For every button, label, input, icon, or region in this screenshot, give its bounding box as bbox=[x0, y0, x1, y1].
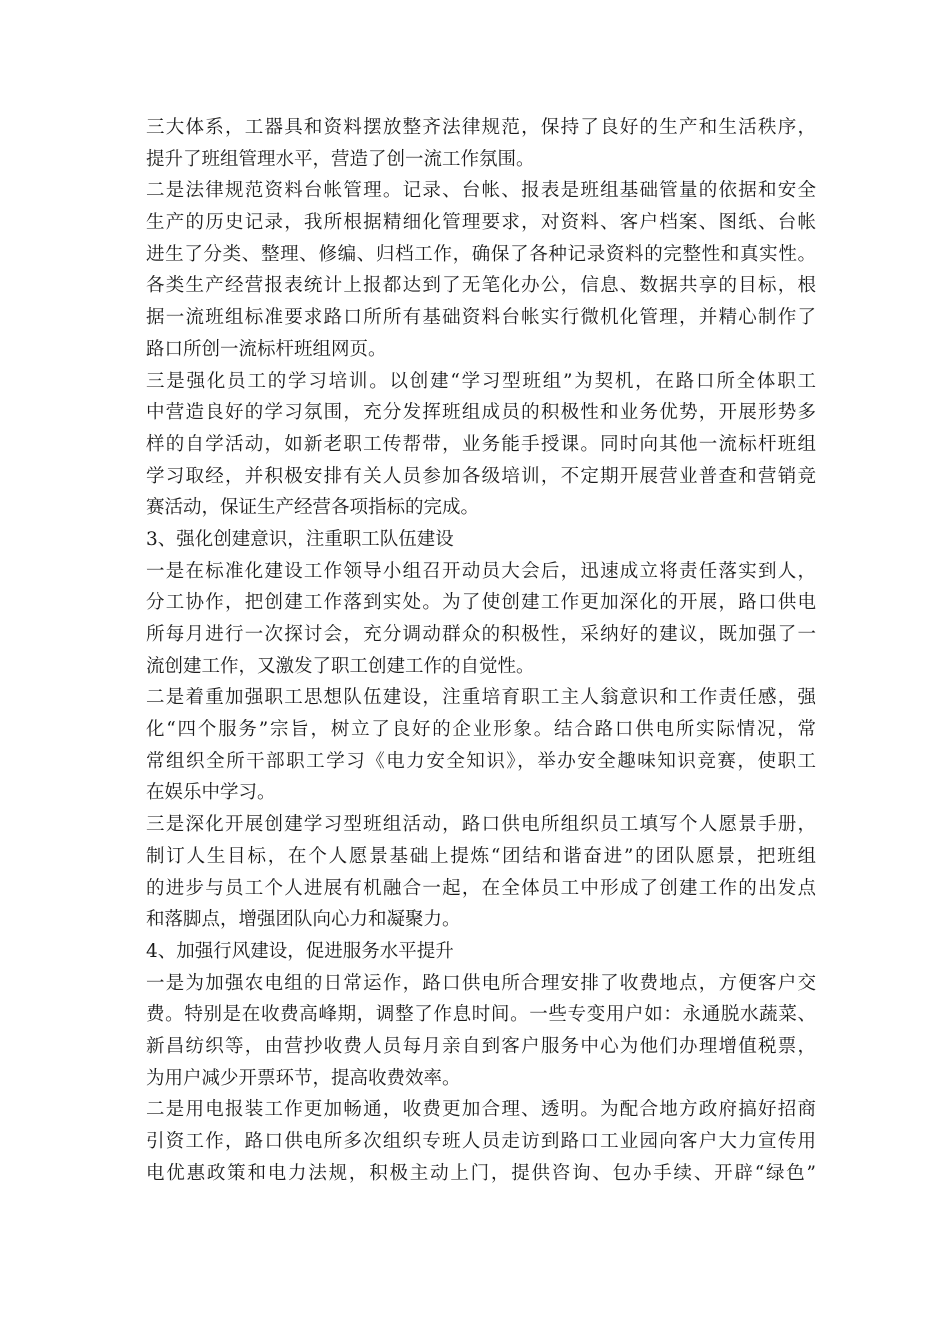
text-line: 为用户减少开票环节，提高收费效率。 bbox=[146, 1067, 461, 1089]
text-line: 制订人生目标，在个人愿景基础上提炼“团结和谐奋进”的团队愿景，把班组 bbox=[146, 845, 816, 867]
text-line: 3、强化创建意识，注重职工队伍建设 bbox=[146, 528, 454, 550]
text-line: 一是为加强农电组的日常运作，路口供电所合理安排了收费地点，方便客户交 bbox=[146, 972, 816, 994]
text-line: 二是着重加强职工思想队伍建设，注重培育职工主人翁意识和工作责任感，强 bbox=[146, 687, 816, 709]
text-line: 据一流班组标准要求路口所所有基础资料台帐实行微机化管理，并精心制作了 bbox=[146, 307, 816, 329]
text-line: 引资工作，路口供电所多次组织专班人员走访到路口工业园向客户大力宣传用 bbox=[146, 1131, 816, 1152]
text-line: 进生了分类、整理、修编、归档工作，确保了各种记录资料的完整性和真实性。 bbox=[146, 243, 816, 265]
text-line: 电优惠政策和电力法规，积极主动上门，提供咨询、包办手续、开辟“绿色” bbox=[146, 1162, 816, 1184]
text-line: 一是在标准化建设工作领导小组召开动员大会后，迅速成立将责任落实到人， bbox=[146, 560, 816, 582]
text-line: 化“四个服务”宗旨，树立了良好的企业形象。结合路口供电所实际情况，常 bbox=[146, 719, 816, 741]
text-line: 三是深化开展创建学习型班组活动，路口供电所组织员工填写个人愿景手册， bbox=[146, 814, 816, 836]
text-line: 在娱乐中学习。 bbox=[146, 782, 276, 804]
text-line: 常组织全所干部职工学习《电力安全知识》，举办安全趣味知识竞赛，使职工 bbox=[146, 750, 816, 772]
text-line: 流创建工作，又激发了职工创建工作的自觉性。 bbox=[146, 655, 535, 677]
text-line: 二是用电报装工作更加畅通，收费更加合理、透明。为配合地方政府搞好招商 bbox=[146, 1099, 816, 1121]
text-line: 和落脚点，增强团队向心力和凝聚力。 bbox=[146, 909, 461, 931]
text-line: 4、加强行风建设，促进服务水平提升 bbox=[146, 940, 454, 962]
text-line: 所每月进行一次探讨会，充分调动群众的积极性，采纳好的建议，既加强了一 bbox=[146, 624, 816, 645]
text-line: 费。特别是在收费高峰期，调整了作息时间。一些专变用户如：永通脱水蔬菜、 bbox=[146, 1004, 816, 1026]
text-line: 分工协作，把创建工作落到实处。为了使创建工作更加深化的开展，路口供电 bbox=[146, 592, 816, 614]
text-line: 路口所创一流标杆班组网页。 bbox=[146, 338, 387, 360]
text-line: 样的自学活动，如新老职工传帮带，业务能手授课。同时向其他一流标杆班组 bbox=[146, 433, 816, 455]
text-line: 二是法律规范资料台帐管理。记录、台帐、报表是班组基础管量的依据和安全 bbox=[146, 180, 816, 202]
text-line: 生产的历史记录，我所根据精细化管理要求，对资料、客户档案、图纸、台帐 bbox=[146, 212, 816, 234]
text-line: 学习取经，并积极安排有关人员参加各级培训，不定期开展营业普查和营销竞 bbox=[146, 465, 816, 487]
text-line: 提升了班组管理水平，营造了创一流工作氛围。 bbox=[146, 148, 535, 170]
text-line: 三大体系，工器具和资料摆放整齐法律规范，保持了良好的生产和生活秩序， bbox=[146, 117, 816, 138]
text-line: 三是强化员工的学习培训。以创建“学习型班组”为契机，在路口所全体职工 bbox=[146, 370, 816, 392]
text-line: 中营造良好的学习氛围，充分发挥班组成员的积极性和业务优势，开展形势多 bbox=[146, 402, 816, 424]
document-body-text bbox=[146, 112, 816, 1189]
text-line: 新昌纺织等，由营抄收费人员每月亲自到客户服务中心为他们办理增值税票， bbox=[146, 1035, 816, 1057]
text-line: 各类生产经营报表统计上报都达到了无笔化办公，信息、数据共享的目标，根 bbox=[146, 275, 816, 297]
text-line: 赛活动，保证生产经营各项指标的完成。 bbox=[146, 497, 480, 519]
text-line: 的进步与员工个人进展有机融合一起，在全体员工中形成了创建工作的出发点 bbox=[146, 877, 816, 899]
